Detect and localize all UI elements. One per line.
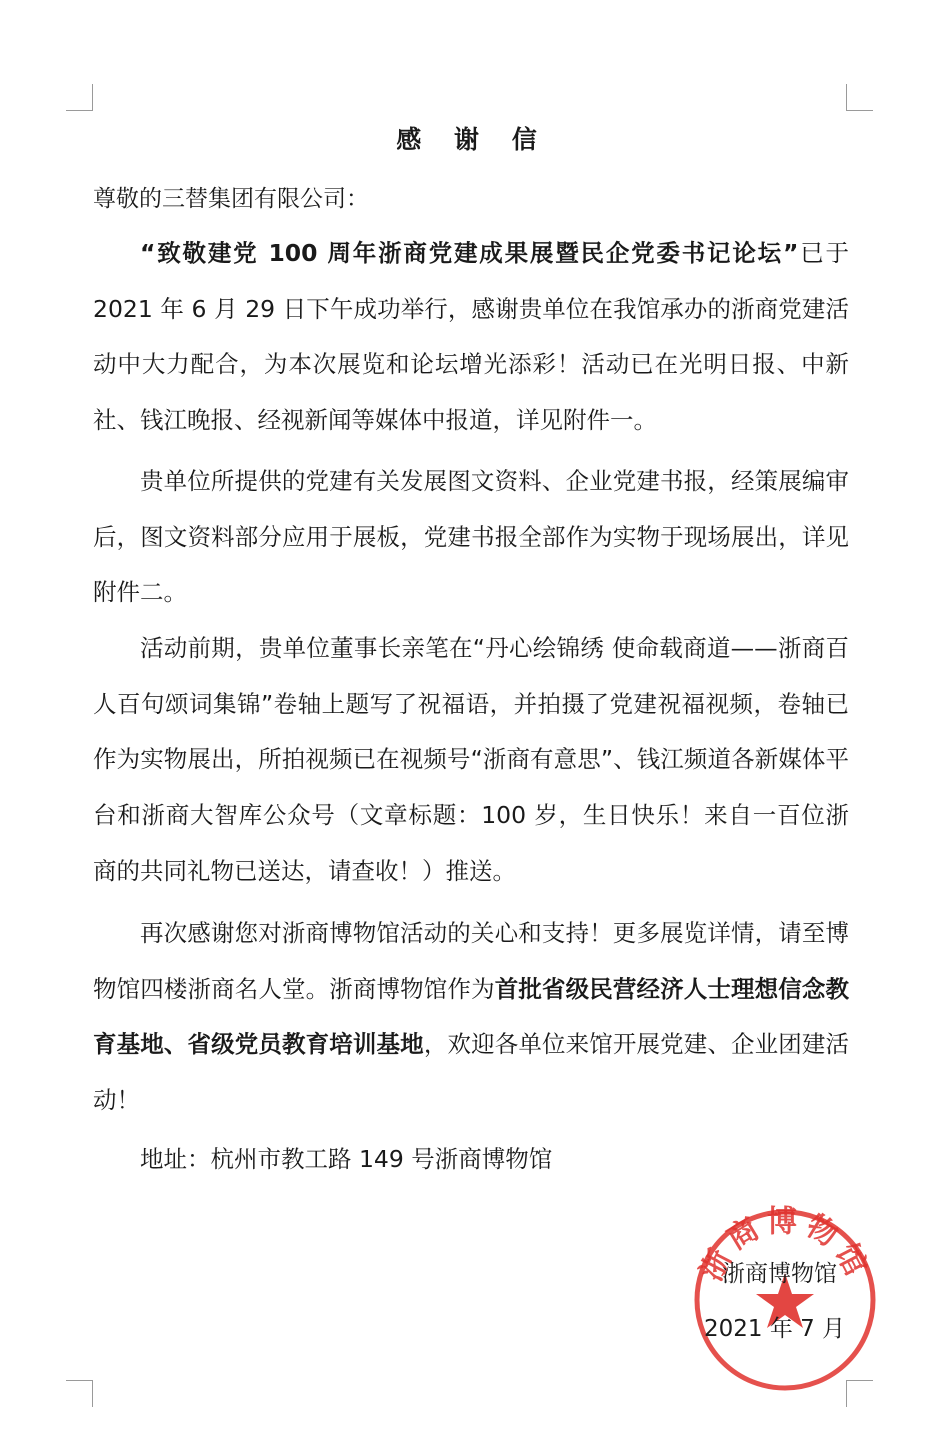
paragraph-2: 贵单位所提供的党建有关发展图文资料、企业党建书报，经策展编审后，图文资料部分应用于展板，党建书报全部作为实物于现场展出，详见附件二。: [93, 467, 849, 607]
paragraph-4-before: 再次感谢您对浙商博物馆活动的关心和支持！更多展览详情，请至博物馆四楼浙商名人堂。浙商博物馆作为: [93, 919, 849, 1003]
letter-greeting: 尊敬的三替集团有限公司：: [93, 186, 369, 212]
paragraph-1: [93, 226, 849, 449]
signature-name: 浙商博物馆: [722, 1261, 837, 1287]
crop-mark-top-right: [846, 84, 873, 111]
paragraph-3: 活动前期，贵单位董事长亲笔在“丹心绘锦绣 使命载商道——浙商百人百句颂词集锦”卷轴上题写了祝福语，并拍摄了党建祝福视频，卷轴已作为实物展出，所拍视频已在视频号“浙商有意思”、钱江频道各新媒体平台和浙商大智库公众号（文章标题：100 岁，生日快乐！来自一百位浙商的共同礼物已送达，请查收！）推送。: [93, 634, 849, 885]
signature-date: 2021 年 7 月: [704, 1316, 846, 1342]
crop-mark-bottom-left: [66, 1380, 93, 1407]
address-line: 地址：杭州市教工路 149 号浙商博物馆: [140, 1145, 553, 1173]
event-name: “致敬建党 100 周年浙商党建成果展暨民企党委书记论坛”: [140, 239, 799, 267]
crop-mark-top-left: [66, 84, 93, 111]
seal-text: 浙商博物馆: [694, 1205, 876, 1287]
paragraph-1-text: 已于 2021 年 6 月 29 日下午成功举行，感谢贵单位在我馆承办的浙商党建活动中大力配合，为本次展览和论坛增光添彩！活动已在光明日报、中新社、钱江晚报、经视新闻等媒体中报道，详见附件一。: [93, 239, 849, 435]
paragraph-4-bold: 首批省级民营经济人士理想信念教育基地、省级党员教育培训基地: [93, 974, 850, 1059]
paragraph-4: [93, 906, 849, 1129]
official-seal: [690, 1205, 880, 1395]
letter-title: 感 谢 信: [396, 125, 549, 154]
paragraph-4-after: ，欢迎各单位来馆开展党建、企业团建活动！: [93, 1030, 850, 1115]
